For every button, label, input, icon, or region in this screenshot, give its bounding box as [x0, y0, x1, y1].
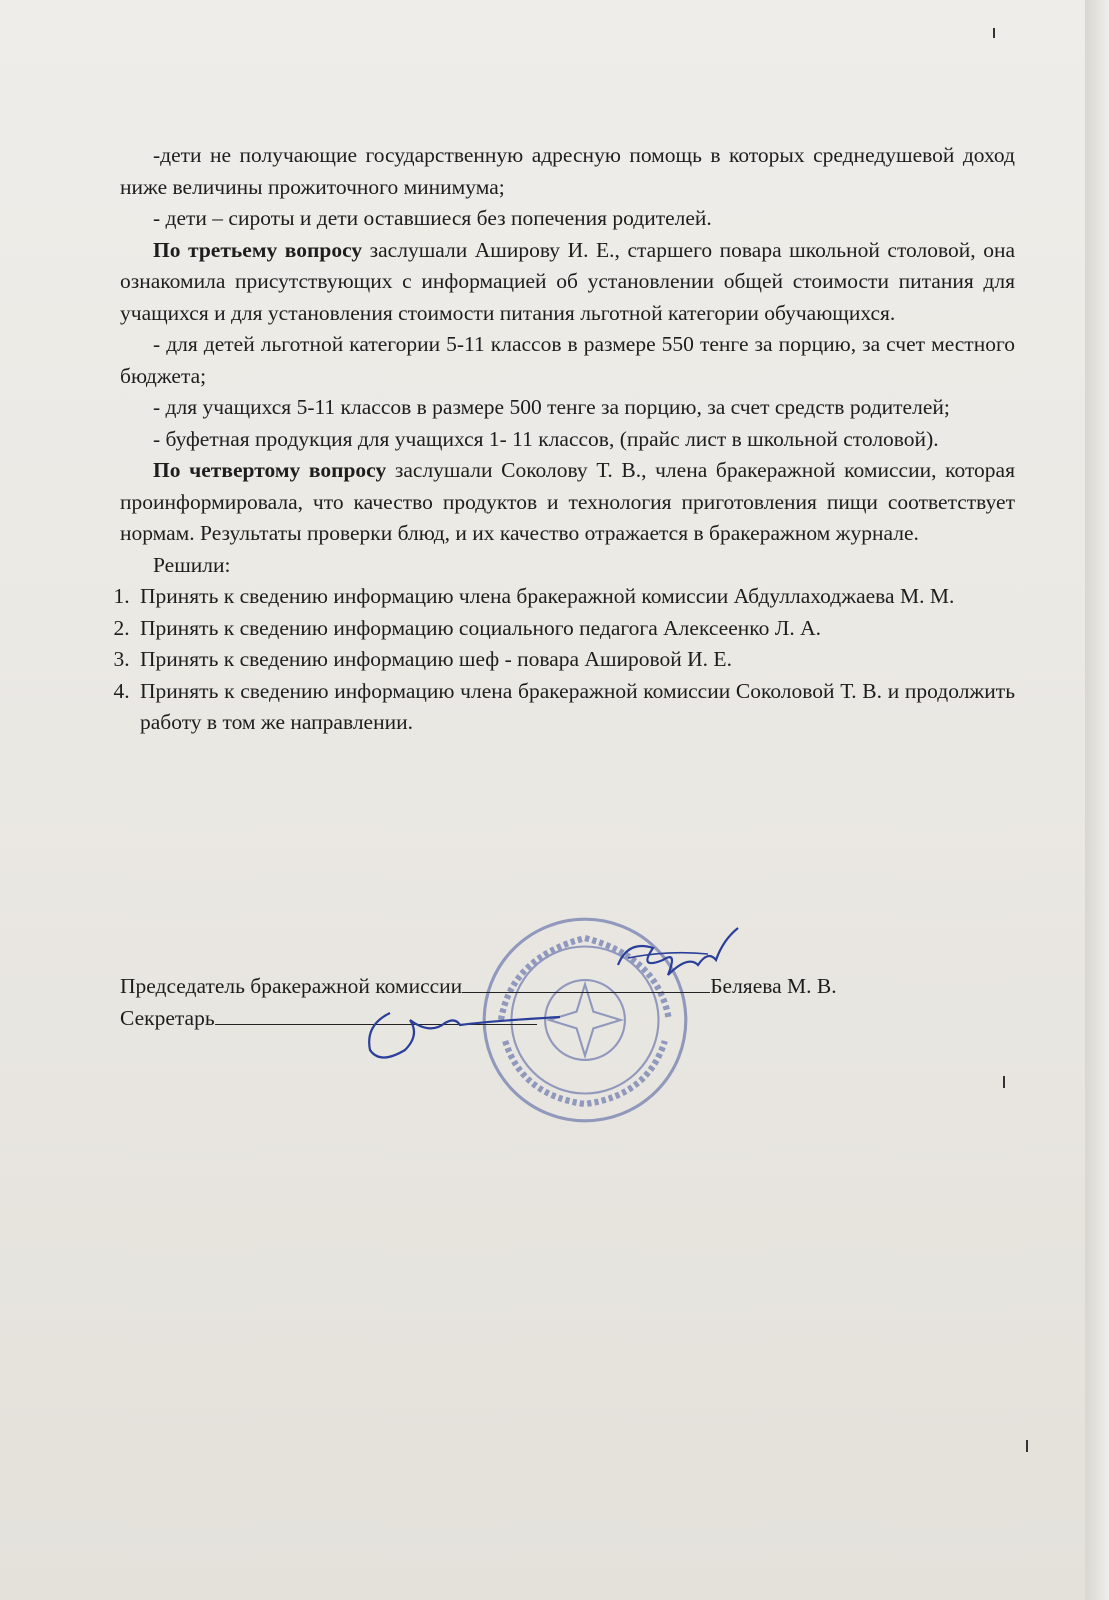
document-body: [120, 140, 1015, 739]
question-heading: По третьему вопросу: [153, 237, 363, 262]
secretary-label: Секретарь: [120, 1006, 215, 1030]
paragraph: - для детей льготной категории 5-11 классов в размере 550 тенге за порцию, за счет местного бюджета;: [120, 332, 1015, 388]
paragraph: - дети – сироты и дети оставшиеся без попечения родителей.: [153, 206, 712, 230]
signature-block: [120, 970, 1020, 1034]
page-mark: [993, 28, 995, 38]
paragraph: - для учащихся 5-11 классов в размере 500 тенге за порцию, за счет средств родителей;: [153, 395, 950, 419]
secretary-signature-icon: [360, 995, 570, 1065]
paragraph: [120, 235, 1015, 330]
decision-heading: Решили:: [153, 552, 231, 577]
paragraph: [120, 455, 1015, 550]
list-item: 3. Принять к сведению информацию шеф - повара Ашировой И. Е.: [135, 644, 1015, 676]
chair-signature-icon: [608, 920, 748, 990]
list-item: 4. Принять к сведению информацию члена бракеражной комиссии Соколовой Т. В. и продолжить работу в том же направлении.: [135, 676, 1015, 739]
paragraph: - буфетная продукция для учащихся 1- 11 классов, (прайс лист в школьной столовой).: [153, 426, 939, 451]
list-item: 2. Принять к сведению информацию социального педагога Алексеенко Л. А.: [135, 613, 1015, 645]
chair-label: Председатель бракеражной комиссии: [120, 974, 463, 998]
paragraph: -дети не получающие государственную адресную помощь в которых среднедушевой доход ниже величины прожиточного минимума;: [120, 143, 1015, 199]
paragraph-text: заслушали Соколову Т. В., члена бракеражной комиссии, которая проинформировала, что качество продуктов и технология приготовления пищи соответствует нормам. Результаты проверки блюд, и их качество отражается в бракеражном журнале.: [120, 458, 1015, 545]
list-item: 1. Принять к сведению информацию члена бракеражной комиссии Абдуллаходжаева М. М.: [135, 581, 1015, 613]
paragraph-text: заслушали Аширову И. Е., старшего повара школьной столовой, она ознакомила присутствующих с информацией об установлении общей стоимости питания для учащихся и для установления стоимости питания льготной категории обучающихся.: [120, 237, 1015, 325]
chair-name: Беляева М. В.: [710, 974, 837, 998]
page-edge: [1085, 0, 1109, 1600]
secretary-line: [120, 1002, 1020, 1034]
question-heading: По четвертому вопросу: [153, 458, 387, 482]
chair-line: [120, 970, 1020, 1002]
page-mark: [1026, 1440, 1028, 1452]
decision-list: [120, 581, 1015, 739]
page-mark: [1003, 1076, 1005, 1088]
